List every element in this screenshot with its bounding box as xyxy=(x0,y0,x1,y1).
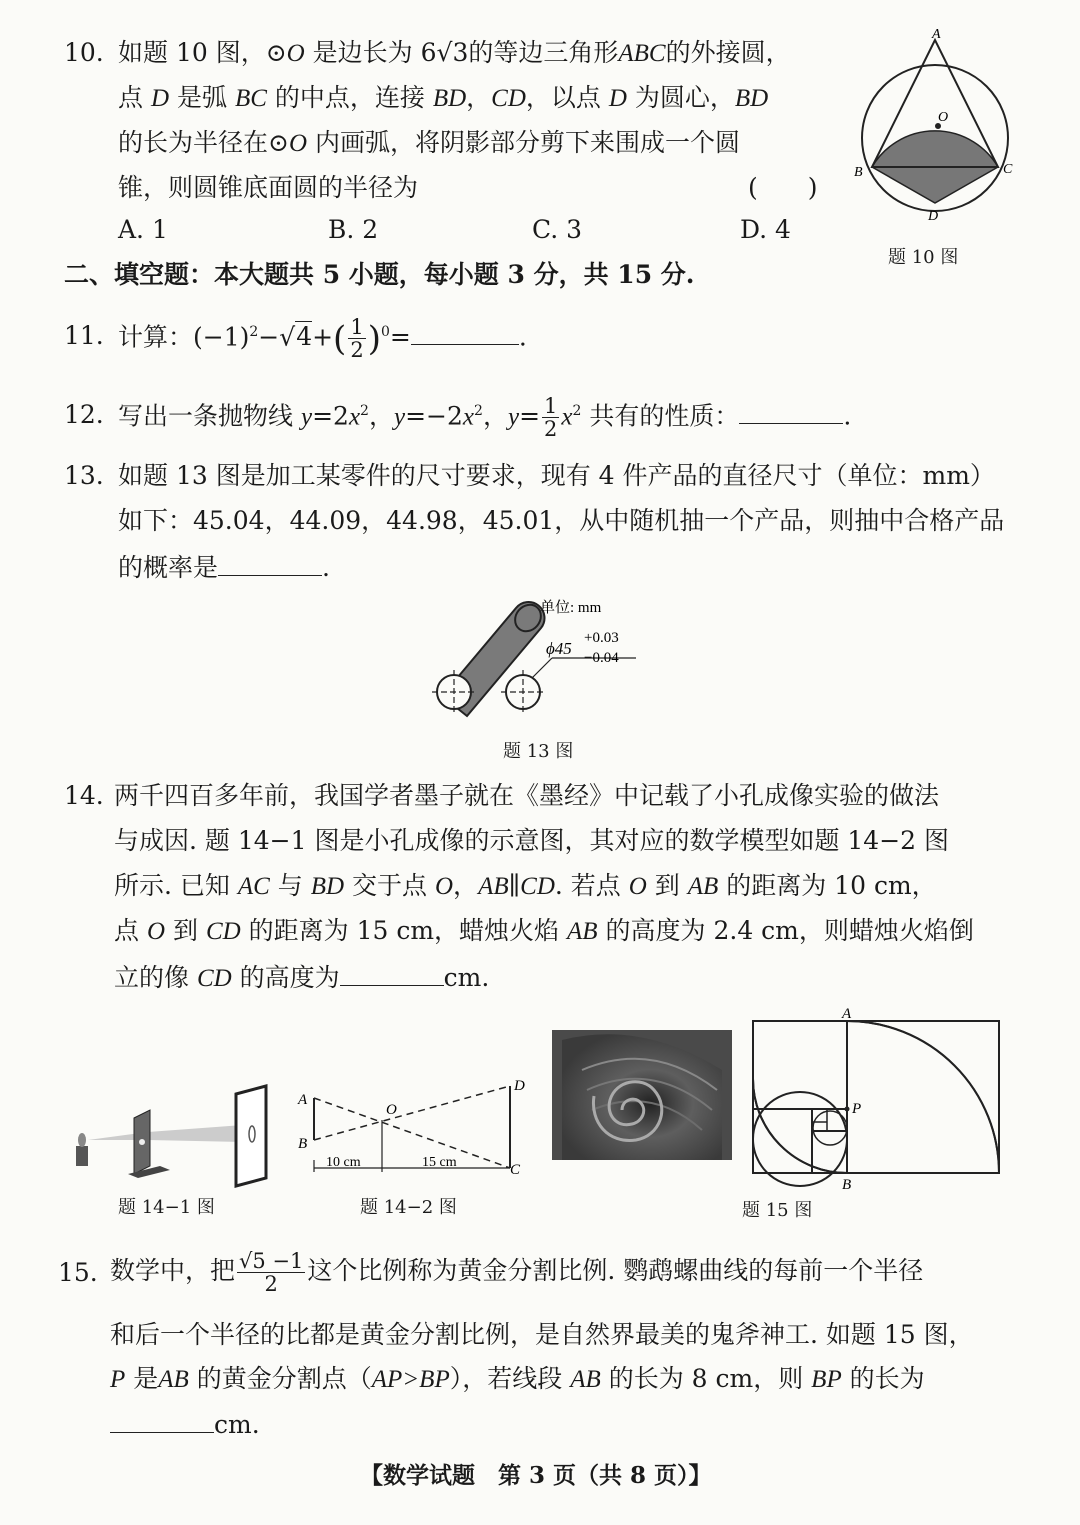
golden-spiral xyxy=(753,1021,999,1173)
q10-line3: 的长为半径在⊙O 内画弧，将阴影部分剪下来围成一个圆 xyxy=(118,128,740,157)
q15-line3: P 是AB 的黄金分割点（AP>BP），若线段 AB 的长为 8 cm，则 BP 的长为 xyxy=(110,1364,925,1393)
q10-option-a: A. 1 xyxy=(118,215,168,244)
label-a: A xyxy=(298,1092,308,1108)
q14-line2: 与成因. 题 14−1 图是小孔成像的示意图，其对应的数学模型如题 14−2 图 xyxy=(114,826,950,855)
figure-15 xyxy=(748,1004,1010,1192)
q13-number: 13. xyxy=(64,461,104,490)
q13-line1: 如题 13 图是加工某零件的尺寸要求，现有 4 件产品的直径尺寸（单位：mm） xyxy=(118,461,995,490)
screen xyxy=(236,1086,266,1186)
upper-tolerance: +0.03 xyxy=(584,630,619,646)
diameter-label: ϕ45 xyxy=(546,639,572,658)
distance-15: 15 cm xyxy=(422,1155,457,1170)
q13-blank[interactable] xyxy=(218,553,322,576)
q10-option-d: D. 4 xyxy=(740,215,791,244)
q15-number: 15. xyxy=(58,1258,98,1287)
q15-blank[interactable] xyxy=(110,1410,214,1433)
q10-line4: 锥，则圆锥底面圆的半径为 xyxy=(118,173,419,202)
section-2-title: 二、填空题：本大题共 5 小题，每小题 3 分，共 15 分. xyxy=(64,260,695,289)
q12-expression: 写出一条抛物线 $y=2x^2$，$y=-2x^2$，y= $\frac{1}{2}$ $x^2$ 共有的性质： . xyxy=(118,394,852,442)
figure-10 xyxy=(850,28,1030,228)
figure-13 xyxy=(420,592,650,722)
q12-blank[interactable] xyxy=(739,401,843,424)
unit-label: 单位: mm xyxy=(540,600,602,616)
page-footer: 【数学试题 第 3 页（共 8 页）】 xyxy=(360,1462,712,1489)
distance-10: 10 cm xyxy=(326,1155,361,1170)
q10-number: 10. xyxy=(64,38,104,67)
figure-15-caption: 题 15 图 xyxy=(742,1200,813,1221)
label-p: P xyxy=(852,1101,862,1117)
q11-number: 11. xyxy=(64,321,104,350)
q10-option-c: C. 3 xyxy=(532,215,583,244)
figure-14-2 xyxy=(292,1068,542,1188)
q10-answer-paren: ( ) xyxy=(748,173,818,202)
q15-line4: cm. xyxy=(110,1410,260,1437)
label-a: A xyxy=(932,28,941,42)
q15-line1: 数学中，把 $\frac{√5 -1}{2}$ 这个比例称为黄金分割比例. 鹦鹉螺曲线的每前一个半径 xyxy=(110,1248,924,1296)
q14-line4: 点 O 到 CD 的距离为 15 cm，蜡烛火焰 AB 的高度为 2.4 cm，则蜡烛火焰倒 xyxy=(114,916,974,945)
circle-inner-2 xyxy=(813,1111,847,1145)
q10-line2: 点 D 是弧 BC 的中点，连接 BD，CD，以点 D 为圆心，BD xyxy=(118,83,769,112)
label-o: O xyxy=(938,110,949,125)
candle xyxy=(76,1146,88,1166)
label-b: B xyxy=(298,1136,308,1152)
q14-line5: 立的像 CD 的高度为 cm. xyxy=(114,963,490,992)
label-b: B xyxy=(854,165,863,180)
label-d: D xyxy=(928,209,939,224)
q15-line2: 和后一个半径的比都是黄金分割比例，是自然界最美的鬼斧神工. 如题 15 图， xyxy=(110,1320,974,1349)
q10-line1: 如题 10 图，⊙O 是边长为 6√3的等边三角形ABC的外接圆， xyxy=(118,38,791,67)
figure-14-2-caption: 题 14−2 图 xyxy=(360,1197,457,1218)
q10-option-b: B. 2 xyxy=(328,215,379,244)
q12-number: 12. xyxy=(64,400,104,429)
label-c: C xyxy=(1003,162,1013,177)
figure-13-caption: 题 13 图 xyxy=(503,741,574,762)
figure-14-1 xyxy=(68,1080,278,1190)
golden-rectangle xyxy=(753,1021,999,1173)
label-b: B xyxy=(842,1177,852,1192)
lower-tolerance: −0.04 xyxy=(584,650,619,666)
q13-line2: 如下：45.04，44.09，44.98，45.01，从中随机抽一个产品，则抽中合格产品 xyxy=(118,506,1005,535)
line-bd xyxy=(314,1086,510,1140)
q14-blank[interactable] xyxy=(340,963,444,986)
label-a: A xyxy=(842,1006,852,1022)
label-c: C xyxy=(510,1162,521,1178)
light-beam xyxy=(88,1125,243,1142)
candle-flame xyxy=(78,1133,86,1147)
q14-line1: 两千四百多年前，我国学者墨子就在《墨经》中记载了小孔成像实验的做法 xyxy=(114,781,940,810)
q11-blank[interactable] xyxy=(411,322,519,345)
q13-line3: 的概率是 . xyxy=(118,553,330,582)
q11-expression: 计算：$(-1)^2-√4+$( $\frac{1}{2}$ )$^0$= . xyxy=(118,315,527,363)
q14-line3: 所示. 已知 AC 与 BD 交于点 O，AB∥CD. 若点 O 到 AB 的距离为 10 cm， xyxy=(114,871,937,900)
nautilus-photo xyxy=(552,1030,732,1160)
q14-number: 14. xyxy=(64,781,104,810)
figure-14-1-caption: 题 14−1 图 xyxy=(118,1197,215,1218)
circle-inner-1 xyxy=(753,1092,847,1186)
figure-10-caption: 题 10 图 xyxy=(888,247,959,268)
label-d: D xyxy=(514,1078,525,1094)
label-o: O xyxy=(386,1102,397,1118)
